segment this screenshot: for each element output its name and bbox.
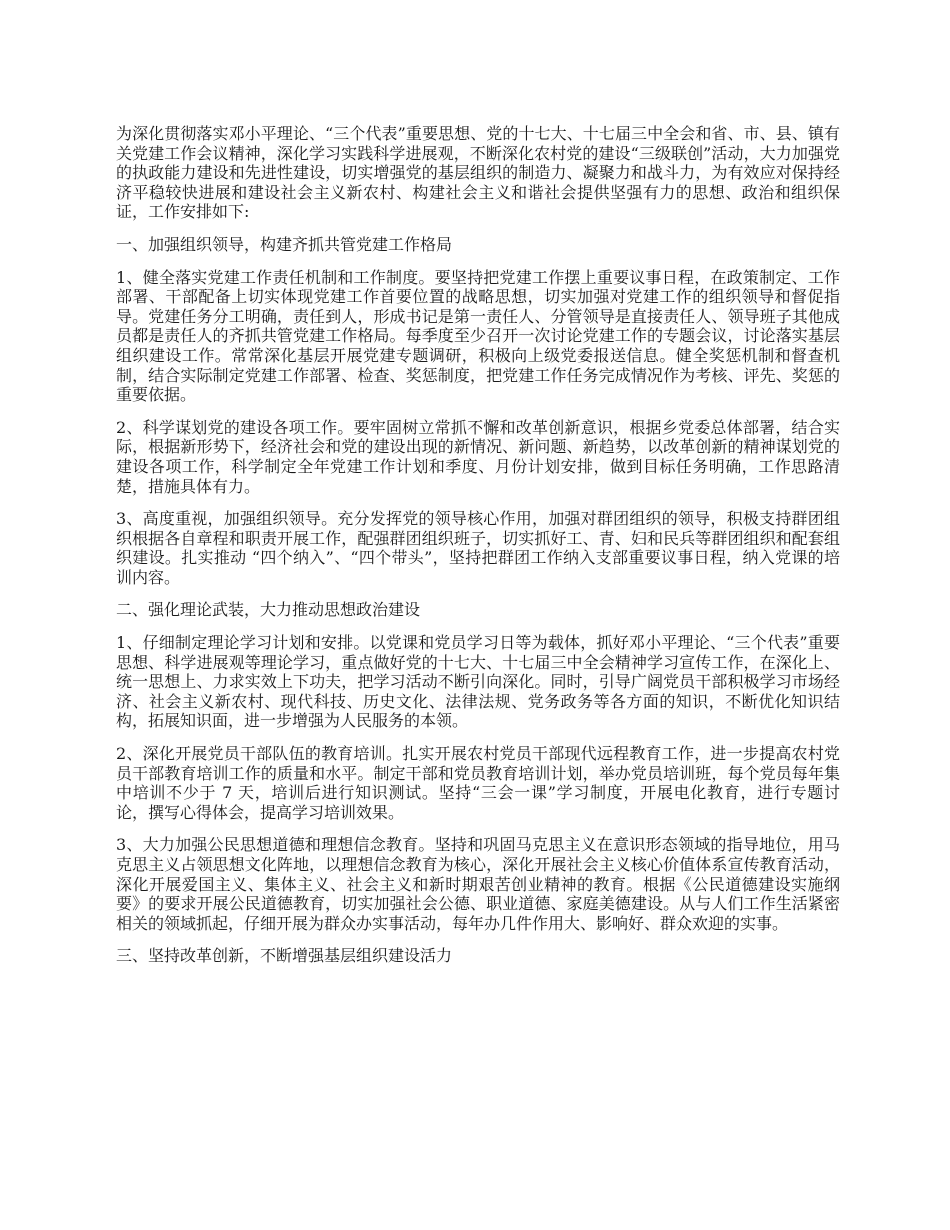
document-page (116, 124, 840, 979)
section1-item-1: 1、健全落实党建工作责任机制和工作制度。要坚持把党建工作摆上重要议事日程，在政策制定、工作部署、干部配备上切实体现党建工作首要位置的战略思想，切实加强对党建工作的组织领导和督促指导。党建任务分工明确，责任到人，形成书记是第一责任人、分管领导是直接责任人、领导班子其他成员都是责任人的齐抓共管党建工作格局。每季度至少召开一次讨论党建工作的专题会议，讨论落实基层组织建设工作。常常深化基层开展党建专题调研，积极向上级党委报送信息。健全奖惩机制和督查机制，结合实际制定党建工作部署、检查、奖惩制度，把党建工作任务完成情况作为考核、评先、奖惩的重要依据。 (116, 267, 840, 405)
section2-item-2: 2、深化开展党员干部队伍的教育培训。扎实开展农村党员干部现代远程教育工作，进一步提高农村党员干部教育培训工作的质量和水平。制定干部和党员教育培训计划，举办党员培训班，每个党员每年集中培训不少于 7 天，培训后进行知识测试。坚持“三会一课”学习制度，开展电化教育，进行专题讨论，撰写心得体会，提高学习培训效果。 (116, 744, 840, 822)
section1-item-3: 3、高度重视，加强组织领导。充分发挥党的领导核心作用，加强对群团组织的领导，积极支持群团组织根据各自章程和职责开展工作，配强群团组织班子，切实抓好工、青、妇和民兵等群团组织和配套组织建设。扎实推动 “四个纳入”、“四个带头”，坚持把群团工作纳入支部重要议事日程，纳入党课的培训内容。 (116, 509, 840, 587)
section-heading-2: 二、强化理论武装，大力推动思想政治建设 (116, 600, 421, 620)
section1-item-2: 2、科学谋划党的建设各项工作。要牢固树立常抓不懈和改革创新意识，根据乡党委总体部署，结合实际，根据新形势下，经济社会和党的建设出现的新情况、新问题、新趋势，以改革创新的精神谋划党的建设各项工作，科学制定全年党建工作计划和季度、月份计划安排，做到目标任务明确，工作思路清楚，措施具体有力。 (116, 417, 840, 496)
section-heading-3: 三、坚持改革创新，不断增强基层组织建设活力 (116, 946, 453, 966)
section2-item-1: 1、仔细制定理论学习计划和安排。以党课和党员学习日等为载体，抓好邓小平理论、“三个代表”重要思想、科学进展观等理论学习，重点做好党的十七大、十七届三中全会精神学习宣传工作，在深化上、统一思想上、力求实效上下功夫，把学习活动不断引向深化。同时，引导广阔党员干部积极学习市场经济、社会主义新农村、现代科技、历史文化、法律法规、党务政务等各方面的知识，不断优化知识结构，拓展知识面，进一步增强为人民服务的本领。 (116, 633, 840, 731)
section-heading-1: 一、加强组织领导，构建齐抓共管党建工作格局 (116, 234, 453, 254)
section2-item-3: 3、大力加强公民思想道德和理想信念教育。坚持和巩固马克思主义在意识形态领域的指导地位，用马克思主义占领思想文化阵地，以理想信念教育为核心，深化开展社会主义核心价值体系宣传教育活动，深化开展爱国主义、集体主义、社会主义和新时期艰苦创业精神的教育。根据《公民道德建设实施纲要》的要求开展公民道德教育，切实加强社会公德、职业道德、家庭美德建设。从与人们工作生活紧密相关的领域抓起，仔细开展为群众办实事活动，每年办几件作用大、影响好、群众欢迎的实事。 (116, 835, 840, 933)
intro-paragraph: 为深化贯彻落实邓小平理论、“三个代表”重要思想、党的十七大、十七届三中全会和省、市、县、镇有关党建工作会议精神，深化学习实践科学进展观，不断深化农村党的建设“三级联创”活动，大力加强党的执政能力建设和先进性建设，切实增强党的基层组织的制造力、凝聚力和战斗力，为有效应对保持经济平稳较快进展和建设社会主义新农村、构建社会主义和谐社会提供坚强有力的思想、政治和组织保证，工作安排如下: (116, 124, 840, 222)
